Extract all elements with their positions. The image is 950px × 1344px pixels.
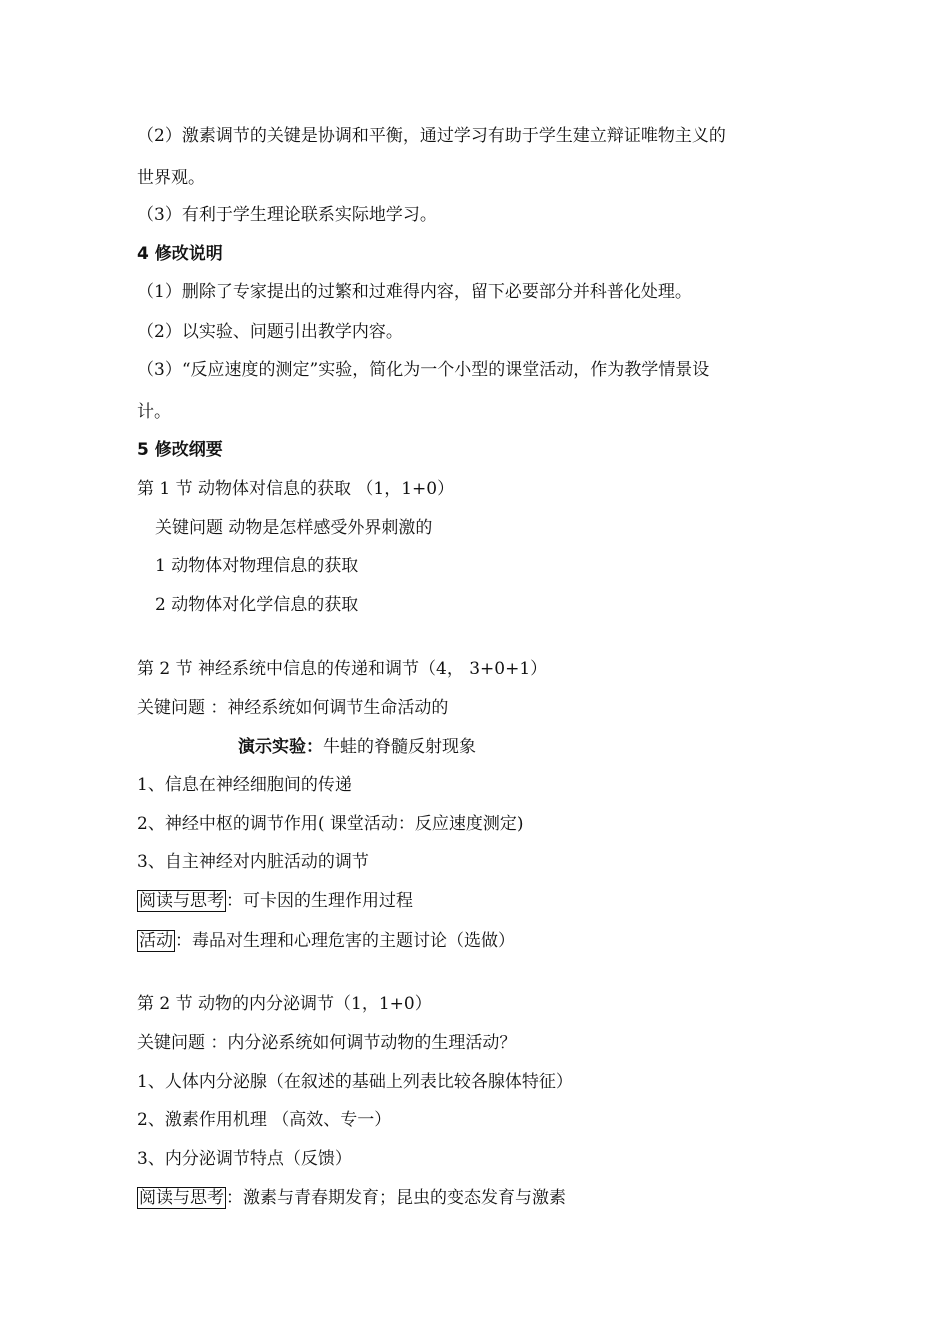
activity-label: 活动 — [139, 931, 173, 951]
list-item: 3、自主神经对内脏活动的调节 — [137, 852, 369, 872]
reading-text: ：可卡因的生理作用过程 — [226, 891, 413, 911]
list-item: 1、人体内分泌腺（在叙述的基础上列表比较各腺体特征） — [137, 1072, 573, 1092]
key-question: 关键问题 ：神经系统如何调节生命活动的 — [137, 698, 449, 718]
paragraph-line: 计。 — [137, 402, 171, 422]
demo-label: 演示实验： — [238, 737, 323, 757]
list-item: 2 动物体对化学信息的获取 — [155, 595, 359, 615]
paragraph-line: （3）“反应速度的测定”实验，简化为一个小型的课堂活动，作为教学情景设 — [137, 360, 710, 380]
section-heading-5: 5 修改纲要 — [137, 440, 223, 460]
list-item: 2、激素作用机理 （高效、专一） — [137, 1110, 392, 1130]
reading-note — [137, 889, 413, 913]
lesson-title: 第 2 节 神经系统中信息的传递和调节（4， 3+0+1） — [137, 659, 548, 679]
lesson-title: 第 2 节 动物的内分泌调节（1，1+0） — [137, 994, 432, 1014]
demo-text: 牛蛙的脊髓反射现象 — [323, 737, 476, 757]
list-item: 1、信息在神经细胞间的传递 — [137, 775, 352, 795]
reading-label: 阅读与思考 — [139, 1188, 224, 1208]
paragraph-line: （2）激素调节的关键是协调和平衡，通过学习有助于学生建立辩证唯物主义的 — [137, 126, 726, 146]
paragraph-line: （2）以实验、问题引出教学内容。 — [137, 322, 403, 342]
reading-text: ：激素与青春期发育；昆虫的变态发育与激素 — [226, 1188, 566, 1208]
demo-experiment — [238, 735, 476, 759]
paragraph-line: 世界观。 — [137, 168, 205, 188]
key-question: 关键问题 动物是怎样感受外界刺激的 — [155, 518, 433, 538]
activity-note — [137, 929, 515, 953]
paragraph-line: （3）有利于学生理论联系实际地学习。 — [137, 205, 437, 225]
activity-text: ：毒品对生理和心理危害的主题讨论（选做） — [175, 931, 515, 951]
reading-label: 阅读与思考 — [139, 891, 224, 911]
list-item: 1 动物体对物理信息的获取 — [155, 556, 359, 576]
section-heading-4: 4 修改说明 — [137, 244, 223, 264]
reading-note — [137, 1186, 566, 1210]
paragraph-line: （1）删除了专家提出的过繁和过难得内容，留下必要部分并科普化处理。 — [137, 282, 692, 302]
list-item: 2、神经中枢的调节作用( 课堂活动：反应速度测定) — [137, 814, 524, 834]
list-item: 3、内分泌调节特点（反馈） — [137, 1149, 352, 1169]
lesson-title: 第 1 节 动物体对信息的获取 （1，1+0） — [137, 479, 455, 499]
key-question: 关键问题 ：内分泌系统如何调节动物的生理活动？ — [137, 1033, 517, 1053]
